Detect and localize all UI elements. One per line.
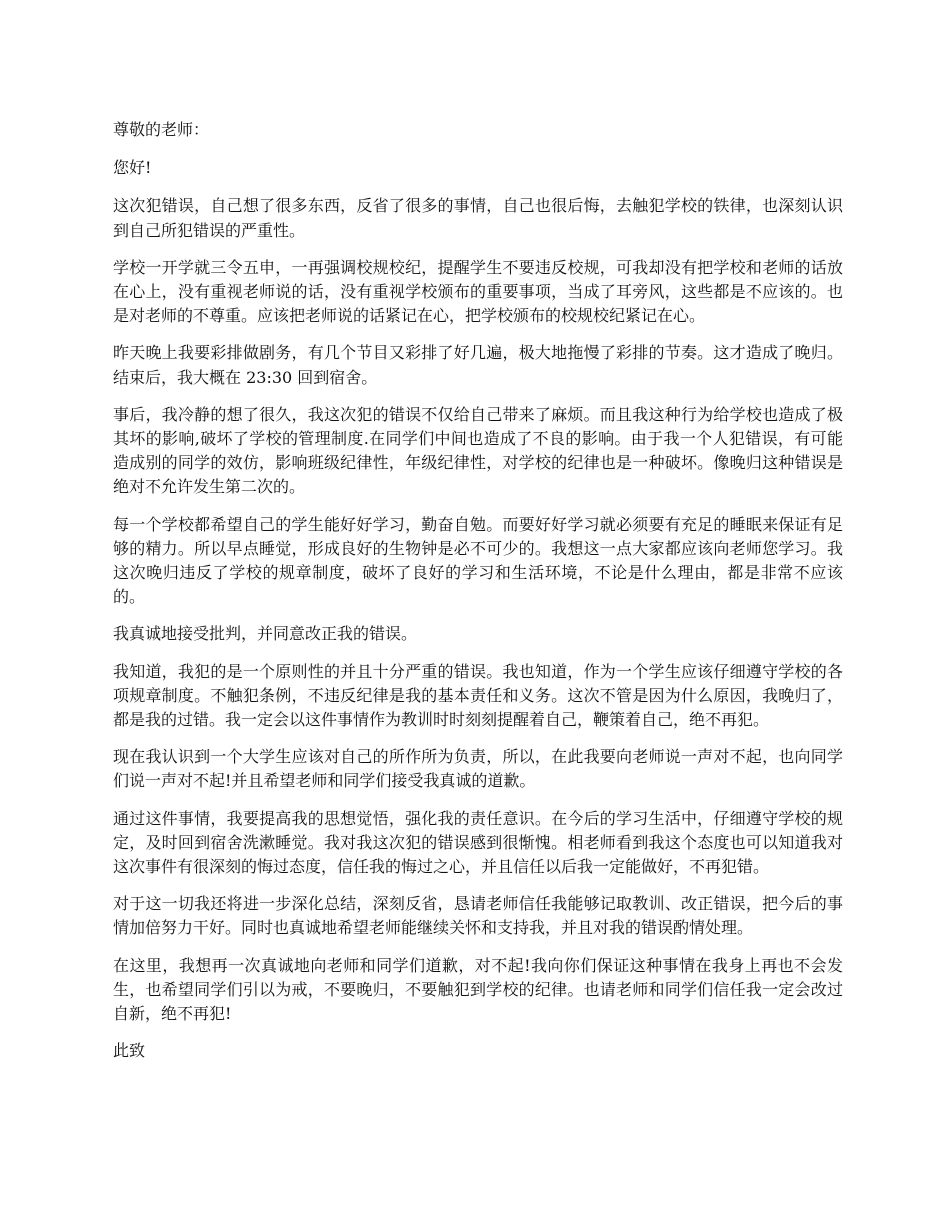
paragraph-9: 通过这件事情，我要提高我的思想觉悟，强化我的责任意识。在今后的学习生活中，仔细遵守学校的规定，及时回到宿舍洗漱睡觉。我对我这次犯的错误感到很惭愧。相老师看到我这个态度也可以知道我对这次事件有很深刻的悔过态度，信任我的悔过之心，并且信任以后我一定能做好，不再犯错。 <box>113 808 843 877</box>
paragraph-5: 每一个学校都希望自己的学生能好好学习，勤奋自勉。而要好好学习就必须要有充足的睡眠来保证有足够的精力。所以早点睡觉，形成良好的生物钟是必不可少的。我想这一点大家都应该向老师您学习。我这次晚归违反了学校的规章制度，破坏了良好的学习和生活环境，不论是什么理由，都是非常不应该的。 <box>113 514 843 607</box>
paragraph-11: 在这里，我想再一次真诚地向老师和同学们道歉，对不起!我向你们保证这种事情在我身上再也不会发生，也希望同学们引以为戒，不要晚归，不要触犯到学校的纪律。也请老师和同学们信任我一定会改过自新，绝不再犯! <box>113 955 843 1024</box>
paragraph-6: 我真诚地接受批判，并同意改正我的错误。 <box>113 624 418 644</box>
paragraph-4: 事后，我冷静的想了很久，我这次犯的错误不仅给自己带来了麻烦。而且我这种行为给学校也造成了极其坏的影响,破坏了学校的管理制度.在同学们中间也造成了不良的影响。由于我一个人犯错误，有可能造成别的同学的效仿，影响班级纪律性，年级纪律性，对学校的纪律也是一种破坏。像晚归这种错误是绝对不允许发生第二次的。 <box>113 404 843 497</box>
paragraph-3: 昨天晚上我要彩排做剧务，有几个节目又彩排了好几遍，极大地拖慢了彩排的节奏。这才造成了晚归。结束后，我大概在 23:30 回到宿舍。 <box>113 343 843 387</box>
closing: 此致 <box>113 1041 146 1061</box>
greeting: 您好! <box>113 158 152 178</box>
paragraph-10: 对于这一切我还将进一步深化总结，深刻反省，恳请老师信任我能够记取教训、改正错误，把今后的事情加倍努力干好。同时也真诚地希望老师能继续关怀和支持我，并且对我的错误酌情处理。 <box>113 894 843 938</box>
paragraph-7: 我知道，我犯的是一个原则性的并且十分严重的错误。我也知道，作为一个学生应该仔细遵守学校的各项规章制度。不触犯条例，不违反纪律是我的基本责任和义务。这次不管是因为什么原因，我晚归了，都是我的过错。我一定会以这件事情作为教训时时刻刻提醒着自己，鞭策着自己，绝不再犯。 <box>113 661 843 730</box>
letter-body <box>113 118 843 1077</box>
paragraph-2: 学校一开学就三令五申，一再强调校规校纪，提醒学生不要违反校规，可我却没有把学校和老师的话放在心上，没有重视老师说的话，没有重视学校颁布的重要事项，当成了耳旁风，这些都是不应该的。也是对老师的不尊重。应该把老师说的话紧记在心，把学校颁布的校规校纪紧记在心。 <box>113 257 843 326</box>
paragraph-8: 现在我认识到一个大学生应该对自己的所作所为负责，所以，在此我要向老师说一声对不起，也向同学们说一声对不起!并且希望老师和同学们接受我真诚的道歉。 <box>113 747 843 791</box>
paragraph-1: 这次犯错误，自己想了很多东西，反省了很多的事情，自己也很后悔，去触犯学校的铁律，也深刻认识到自己所犯错误的严重性。 <box>113 196 843 240</box>
salutation: 尊敬的老师： <box>113 120 210 139</box>
